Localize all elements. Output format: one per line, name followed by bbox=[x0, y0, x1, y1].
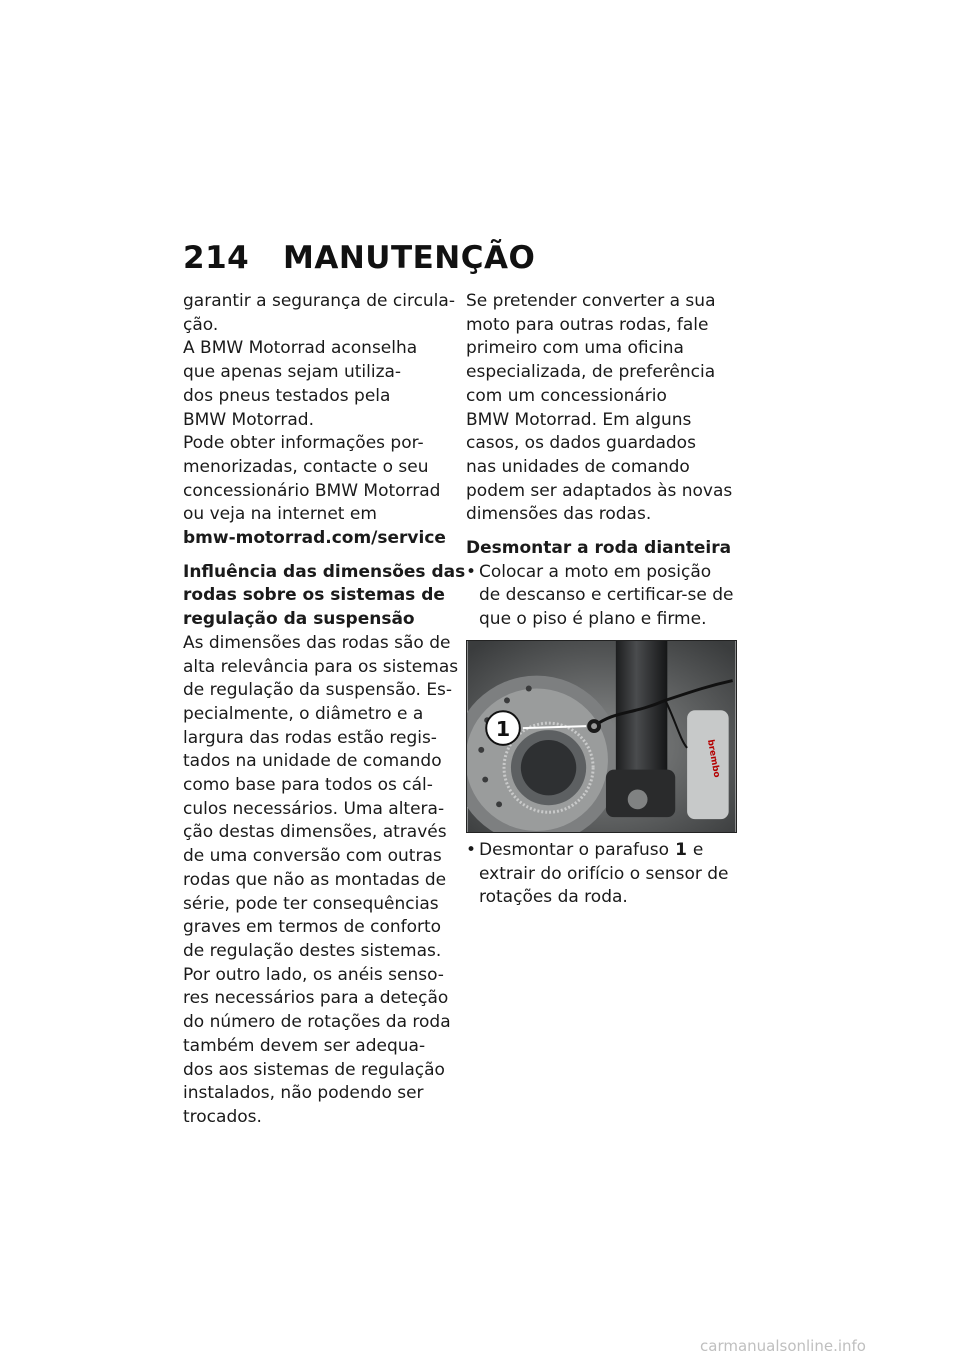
text-line: casos, os dados guardados bbox=[466, 433, 696, 454]
text-line: menorizadas, contacte o seu bbox=[183, 456, 429, 477]
text-line: BMW Motorrad. Em alguns bbox=[466, 409, 692, 430]
section-heading: regulação da suspensão bbox=[183, 609, 415, 630]
text-line: rodas que não as montadas de bbox=[183, 869, 447, 890]
part-reference: 1 bbox=[675, 839, 687, 860]
watermark: carmanualsonline.info bbox=[700, 1337, 866, 1355]
page-number: 214 bbox=[183, 240, 250, 276]
text-line: especializada, de preferência bbox=[466, 362, 716, 383]
bullet-text: rotações da roda. bbox=[479, 887, 628, 908]
text-line: instalados, não podendo ser bbox=[183, 1083, 424, 1104]
text-line: moto para outras rodas, fale bbox=[466, 314, 709, 335]
text-line: com um concessionário bbox=[466, 385, 667, 406]
wheel-sensor-photo bbox=[466, 640, 737, 833]
text-line: como base para todos os cál- bbox=[183, 775, 433, 796]
text-line: podem ser adaptados às novas bbox=[466, 480, 733, 501]
procedure-heading: Desmontar a roda dianteira bbox=[466, 538, 732, 559]
bullet-icon: • bbox=[466, 561, 477, 582]
callout-number: 1 bbox=[495, 716, 511, 741]
text-line: BMW Motorrad. bbox=[183, 409, 314, 430]
right-column bbox=[466, 290, 741, 910]
text-line: Se pretender converter a sua bbox=[466, 291, 716, 311]
bullet-text: Desmontar o parafuso bbox=[479, 839, 670, 860]
text-line: Pode obter informações por- bbox=[183, 433, 424, 454]
service-link[interactable]: bmw-motorrad.com/service bbox=[183, 528, 446, 549]
text-line: dos pneus testados pela bbox=[183, 385, 391, 406]
text-line: trocados. bbox=[183, 1106, 262, 1127]
text-line: ção. bbox=[183, 314, 219, 335]
bullet-text: Colocar a moto em posição bbox=[479, 561, 712, 582]
text-line: culos necessários. Uma altera- bbox=[183, 798, 445, 819]
text-line: dimensões das rodas. bbox=[466, 504, 652, 525]
page-header bbox=[183, 240, 535, 276]
bullet-item bbox=[466, 561, 741, 585]
bullet-text: de descanso e certificar-se de bbox=[479, 585, 734, 606]
section-heading: Influência das dimensões das bbox=[183, 561, 466, 582]
left-column bbox=[183, 290, 466, 1130]
text-line: do número de rotações da roda bbox=[183, 1012, 451, 1033]
text-line: série, pode ter consequências bbox=[183, 893, 439, 914]
text-line: alta relevância para os sistemas bbox=[183, 656, 459, 677]
text-line: de uma conversão com outras bbox=[183, 846, 442, 867]
bullet-icon: • bbox=[466, 839, 477, 860]
brand-label: brembo bbox=[704, 738, 722, 779]
text-line: res necessários para a deteção bbox=[183, 988, 449, 1009]
text-line: As dimensões das rodas são de bbox=[183, 632, 451, 653]
text-line: de regulação destes sistemas. bbox=[183, 940, 442, 961]
bullet-text: que o piso é plano e firme. bbox=[479, 609, 707, 630]
section-heading: rodas sobre os sistemas de bbox=[183, 585, 445, 606]
text-line: ou veja na internet em bbox=[183, 504, 377, 525]
chapter-title: MANUTENÇÃO bbox=[283, 240, 536, 276]
text-line: primeiro com uma oficina bbox=[466, 338, 684, 359]
text-line: que apenas sejam utiliza- bbox=[183, 362, 402, 383]
bullet-item bbox=[466, 839, 741, 863]
text-line: também devem ser adequa- bbox=[183, 1035, 426, 1056]
text-line: largura das rodas estão regis- bbox=[183, 727, 437, 748]
text-line: pecialmente, o diâmetro e a bbox=[183, 703, 424, 724]
text-line: ção destas dimensões, através bbox=[183, 822, 447, 843]
text-line: graves em termos de conforto bbox=[183, 917, 442, 938]
text-line: dos aos sistemas de regulação bbox=[183, 1059, 445, 1080]
text-line: Por outro lado, os anéis senso- bbox=[183, 964, 444, 985]
text-line: nas unidades de comando bbox=[466, 456, 690, 477]
text-line: tados na unidade de comando bbox=[183, 751, 442, 772]
text-line: de regulação da suspensão. Es- bbox=[183, 680, 453, 701]
bullet-text: extrair do orifício o sensor de bbox=[479, 863, 729, 884]
text-line: concessionário BMW Motorrad bbox=[183, 480, 441, 501]
bullet-text: e bbox=[692, 839, 704, 860]
text-line: garantir a segurança de circula- bbox=[183, 291, 455, 311]
text-line: A BMW Motorrad aconselha bbox=[183, 338, 418, 359]
